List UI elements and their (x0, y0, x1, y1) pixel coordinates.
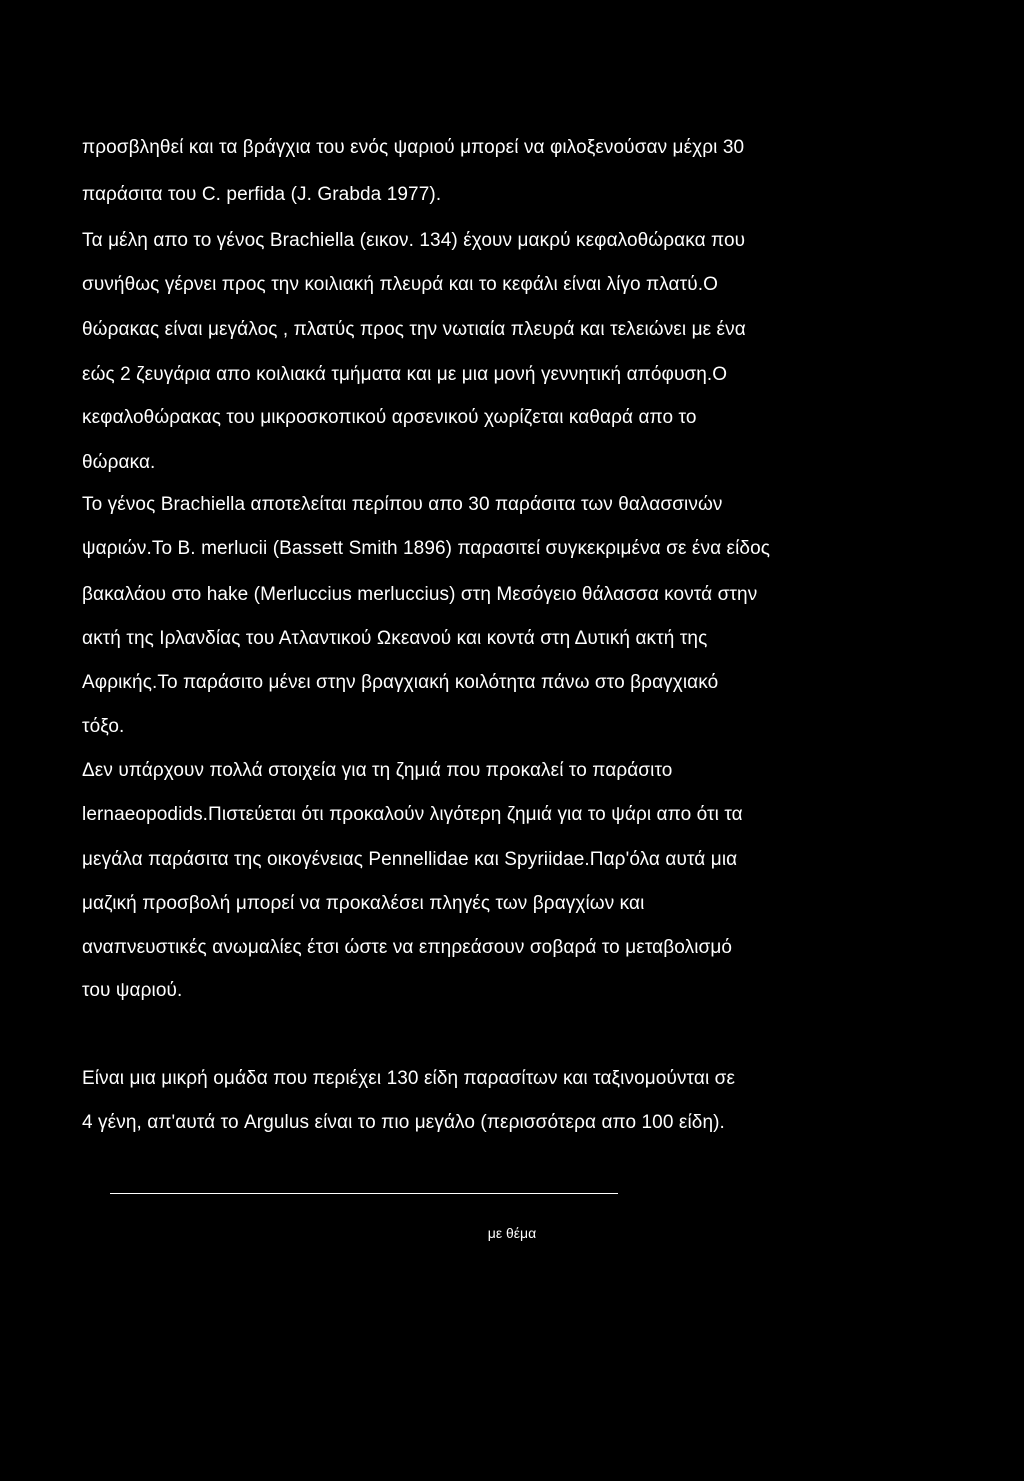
text-line: αναπνευστικές ανωμαλίες έτσι ώστε να επηρεάσουν σοβαρά το μεταβολισμό (82, 937, 733, 958)
text-line: ακτή της Ιρλανδίας του Ατλαντικού Ωκεανού και κοντά στη Δυτική ακτή της (82, 628, 708, 649)
text-line: lernaeopodids.Πιστεύεται ότι προκαλούν λιγότερη ζημιά για το ψάρι απο ότι τα (82, 804, 743, 825)
text-line: προσβληθεί και τα βράγχια του ενός ψαριού μπορεί να φιλοξενούσαν μέχρι 30 (82, 137, 745, 158)
text-line: του ψαριού. (82, 980, 183, 1001)
text-line: Είναι μια μικρή ομάδα που περιέχει 130 είδη παρασίτων και ταξινομούνται σε (82, 1068, 736, 1089)
text-line: μεγάλα παράσιτα της οικογένειας Pennellidae και Spyriidae.Παρ'όλα αυτά μια (82, 849, 738, 870)
text-line: ψαριών.Το Β. merlucii (Bassett Smith 1896) παρασιτεί συγκεκριμένα σε ένα είδος (82, 538, 771, 559)
text-line: Τα μέλη απο το γένος Brachiella (εικον. 134) έχουν μακρύ κεφαλοθώρακα που (82, 230, 746, 251)
text-line: 4 γένη, απ'αυτά το Argulus είναι το πιο μεγάλο (περισσότερα απο 100 είδη). (82, 1112, 725, 1133)
text-line: συνήθως γέρνει προς την κοιλιακή πλευρά και το κεφάλι είναι λίγο πλατύ.Ο (82, 274, 718, 295)
text-line: θώρακας είναι μεγάλος , πλατύς προς την νωτιαία πλευρά και τελειώνει με ένα (82, 319, 746, 340)
text-line: βακαλάου στο hake (Merluccius merluccius) στη Μεσόγειο θάλασσα κοντά στην (82, 584, 758, 605)
text-line: τόξο. (82, 716, 125, 737)
footnote-rule (110, 1193, 618, 1194)
text-line: κεφαλοθώρακας του μικροσκοπικού αρσενικού χωρίζεται καθαρά απο το (82, 407, 697, 428)
footnote-text: με θέμα (487, 1225, 537, 1241)
text-line: Αφρικής.Το παράσιτο μένει στην βραγχιακή κοιλότητα πάνω στο βραγχιακό (82, 672, 719, 693)
text-line: μαζική προσβολή μπορεί να προκαλέσει πληγές των βραγχίων και (82, 893, 645, 914)
text-line: Δεν υπάρχουν πολλά στοιχεία για τη ζημιά που προκαλεί το παράσιτο (82, 760, 673, 781)
text-line: θώρακα. (82, 452, 156, 473)
text-line: παράσιτα του C. perfida (J. Grabda 1977). (82, 184, 442, 205)
text-line: εώς 2 ζευγάρια απο κοιλιακά τμήματα και με μια μονή γεννητική απόφυση.Ο (82, 364, 728, 385)
text-line: Το γένος Brachiella αποτελείται περίπου απο 30 παράσιτα των θαλασσινών (82, 494, 723, 515)
